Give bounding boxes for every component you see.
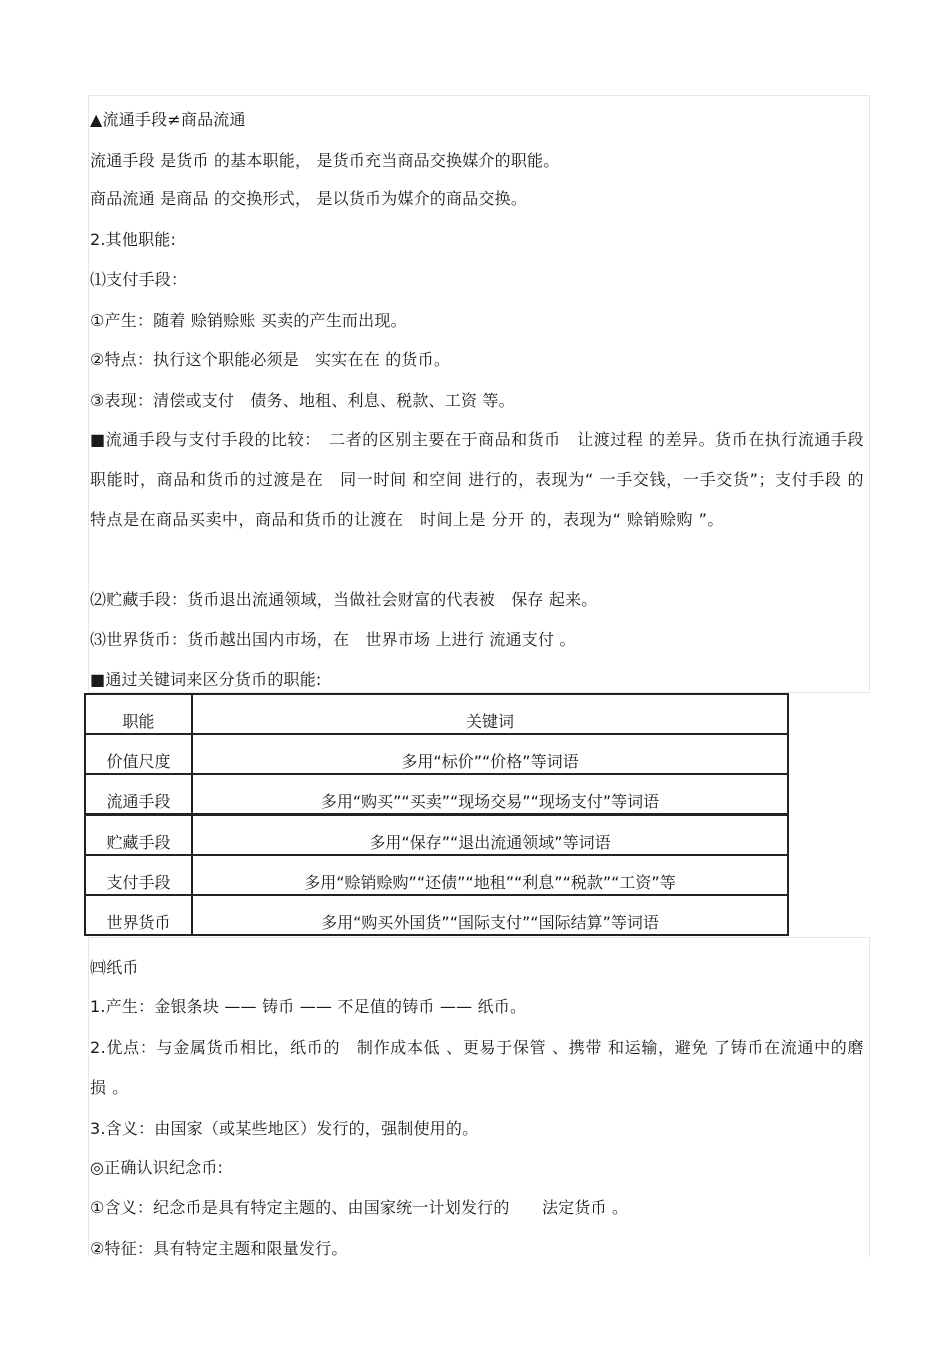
- payment-feature: ②特点：执行这个职能必须是 实实在在 的货币。: [90, 350, 451, 369]
- table-row: [85, 855, 788, 895]
- table-row: [85, 815, 788, 856]
- function-keyword-table: [84, 693, 789, 936]
- header-function: 职能: [85, 694, 192, 734]
- table-row: [85, 774, 788, 815]
- row-keywords: 多用“购买”“买卖”“现场交易”“现场支付”等词语: [192, 774, 788, 815]
- row-keywords: 多用“标价”“价格”等词语: [192, 734, 788, 774]
- keyword-intro: ■通过关键词来区分货币的职能:: [90, 670, 322, 689]
- table-header-row: [85, 694, 788, 734]
- section-heading-circulation: ▲流通手段≠商品流通: [90, 110, 246, 129]
- header-keywords: 关键词: [192, 694, 788, 734]
- row-function: 价值尺度: [85, 734, 192, 774]
- circulation-means-definition: 流通手段 是货币 的基本职能， 是货币充当商品交换媒介的职能。: [90, 151, 560, 170]
- row-keywords: 多用“赊销赊购”“还债”“地租”“利息”“税款”“工资”等: [192, 855, 788, 895]
- commemorative-coin-meaning: ①含义：纪念币是具有特定主题的、由国家统一计划发行的 法定货币 。: [90, 1198, 629, 1217]
- payment-origin: ①产生：随着 赊销赊账 买卖的产生而出现。: [90, 311, 407, 330]
- payment-means-title: ⑴支付手段：: [90, 270, 188, 289]
- paper-money-advantage: 2.优点：与金属货币相比，纸币的 制作成本低 、更易于保管 、携带 和运输，避免 了铸币在流通中的磨损 。: [90, 1038, 864, 1097]
- commodity-circulation-definition: 商品流通 是商品 的交换形式， 是以货币为媒介的商品交换。: [90, 189, 528, 208]
- paper-money-meaning: 3.含义：由国家（或某些地区）发行的，强制使用的。: [90, 1119, 479, 1138]
- world-money: ⑶世界货币：货币越出国内市场，在 世界市场 上进行 流通支付 。: [90, 630, 576, 649]
- row-keywords: 多用“购买外国货”“国际支付”“国际结算”等词语: [192, 895, 788, 935]
- row-keywords: 多用“保存”“退出流通领域”等词语: [192, 815, 788, 856]
- commemorative-coin-feature: ②特征：具有特定主题和限量发行。: [90, 1239, 348, 1258]
- row-function: 支付手段: [85, 855, 192, 895]
- other-functions-heading: 2.其他职能:: [90, 230, 177, 249]
- payment-form: ③表现：清偿或支付 债务、地租、利息、税款、工资 等。: [90, 391, 515, 410]
- paper-money-heading: ㈣纸币: [90, 958, 139, 977]
- paper-money-origin: 1.产生：金银条块 —— 铸币 —— 不足值的铸币 —— 纸币。: [90, 997, 527, 1016]
- row-function: 流通手段: [85, 774, 192, 815]
- comparison-paragraph: ■流通手段与支付手段的比较： 二者的区别主要在于商品和货币 让渡过程 的差异。货币在执行流通手段 职能时，商品和货币的过渡是在 同一时间 和空间 进行的，表现为“ 一手交钱，一手交货”；支付手段 的特点是在商品买卖中，商品和货币的让渡在 时间上是 分开 的，表现为“ 赊销赊购 ”。: [90, 430, 864, 529]
- table-row: [85, 734, 788, 774]
- commemorative-coin-title: ◎正确认识纪念币:: [90, 1158, 224, 1177]
- row-function: 世界货币: [85, 895, 192, 935]
- hoard-means: ⑵贮藏手段：货币退出流通领域，当做社会财富的代表被 保存 起来。: [90, 590, 598, 609]
- table-row: [85, 895, 788, 935]
- row-function: 贮藏手段: [85, 815, 192, 856]
